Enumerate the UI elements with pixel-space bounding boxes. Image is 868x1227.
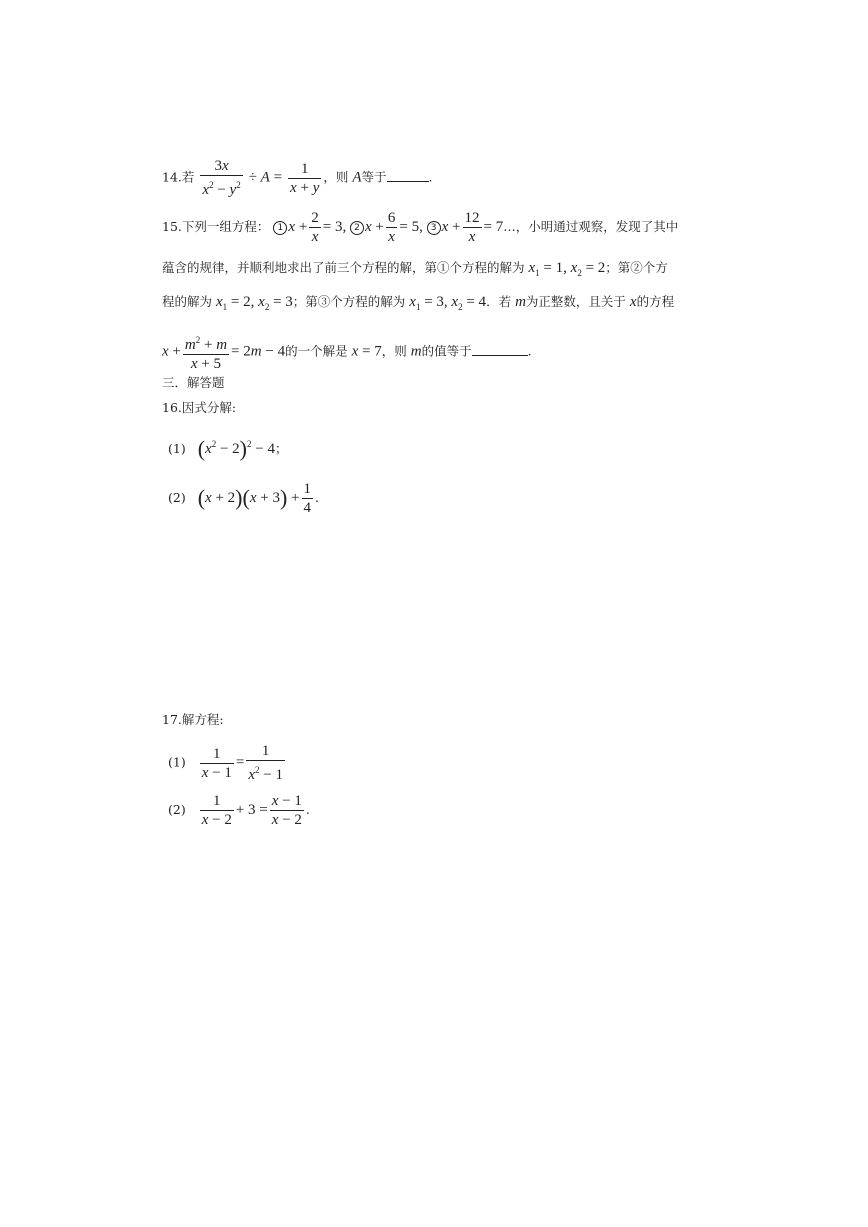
question-15-line-1: 15.下列一组方程： 1 x + $\frac{2}{x}$ = 3, 2 x + $\frac{6}{x}$ = 5, 3 x + $\frac{12}{x}$ = 7…，小明通过观察，发现了其中: [162, 210, 679, 245]
question-16-title: 16.因式分解:: [162, 400, 237, 415]
q17-part-2-label: (2): [168, 802, 186, 817]
q14-answer-blank[interactable]: [387, 180, 429, 182]
question-17-part-2: (2) $\frac{1}{x - 2}$ + 3 = $\frac{x - 1}{x - 2}$ .: [168, 793, 310, 828]
q16-part-2-label: (2): [168, 490, 186, 505]
q14-fraction-left: $\frac{3x}{x^2 - y^2}$: [202, 158, 241, 198]
q15-dots: …，小明通过观察，发现了其中: [503, 219, 679, 234]
q14-number: 14.: [162, 169, 182, 185]
question-15-line-2: 蕴含的规律，并顺利地求出了前三个方程的解，第①个方程的解为 $x_1 = 1$, $x_2 = 2$；第②个方: [162, 260, 668, 278]
q16-part-1-label: (1): [168, 441, 186, 456]
q15-text2b: ；第②个方: [605, 260, 668, 275]
q15-text3e: 的方程: [636, 294, 675, 309]
q14-post2: 等于: [361, 169, 387, 185]
q17-part-1-label: (1): [168, 754, 186, 770]
q15-answer-blank[interactable]: [472, 354, 528, 356]
q14-fraction-right: $\frac{1}{x + y}$: [290, 160, 320, 196]
q14-pre: 若: [181, 169, 195, 185]
question-14: 14.若 $\frac{3x}{x^2 - y^2}$ ÷ A = $\frac{1}{x + y}$ ，则 A等于 .: [162, 158, 433, 198]
q15-text3b: ；第③个方程的解为: [292, 294, 406, 309]
q15-text3c: ．若: [486, 294, 512, 309]
q16-part-2-end: .: [315, 490, 319, 505]
q14-post: ，则: [323, 169, 349, 185]
q15-text4b: ，则: [381, 343, 407, 359]
question-15-line-4: x + $\frac{m^2 + m}{x + 5}$ = 2m − 4的一个解是 x = 7，则 m的值等于 .: [162, 331, 532, 373]
q15-text4a: 的一个解是: [285, 343, 348, 359]
q15-text4c: 的值等于: [421, 343, 472, 359]
question-17-title: 17.解方程:: [162, 712, 224, 727]
q15-end: .: [527, 343, 532, 359]
q15-text2: 蕴含的规律，并顺利地求出了前三个方程的解，第①个方程的解为: [162, 260, 525, 275]
q15-text3d: 为正整数，且关于: [525, 294, 626, 309]
section-3-title: 三．解答题: [162, 375, 225, 390]
question-16-part-2: (2) (x + 2)(x + 3) + $\frac{1}{4}$ .: [168, 481, 319, 516]
question-16-part-1: (1) $(x^2 - 2)^2 - 4$；: [168, 436, 288, 461]
q17-part-2-end: .: [305, 802, 310, 817]
q15-text3a: 程的解为: [162, 294, 213, 309]
q14-var-a: A: [352, 169, 362, 186]
q15-number: 15.: [162, 219, 182, 234]
q16-part-1-end: ；: [274, 441, 288, 456]
q15-text1: 下列一组方程：: [181, 219, 270, 234]
question-15-line-3: 程的解为 $x_1 = 2$, $x_2 = 3$；第③个方程的解为 $x_1 = 3$, $x_2 = 4$．若 m为正整数，且关于 x的方程: [162, 294, 675, 312]
q14-end: .: [428, 169, 433, 185]
question-17-part-1: (1) $\frac{1}{x - 1}$ = $\frac{1}{x^2 - 1}$: [168, 743, 283, 783]
